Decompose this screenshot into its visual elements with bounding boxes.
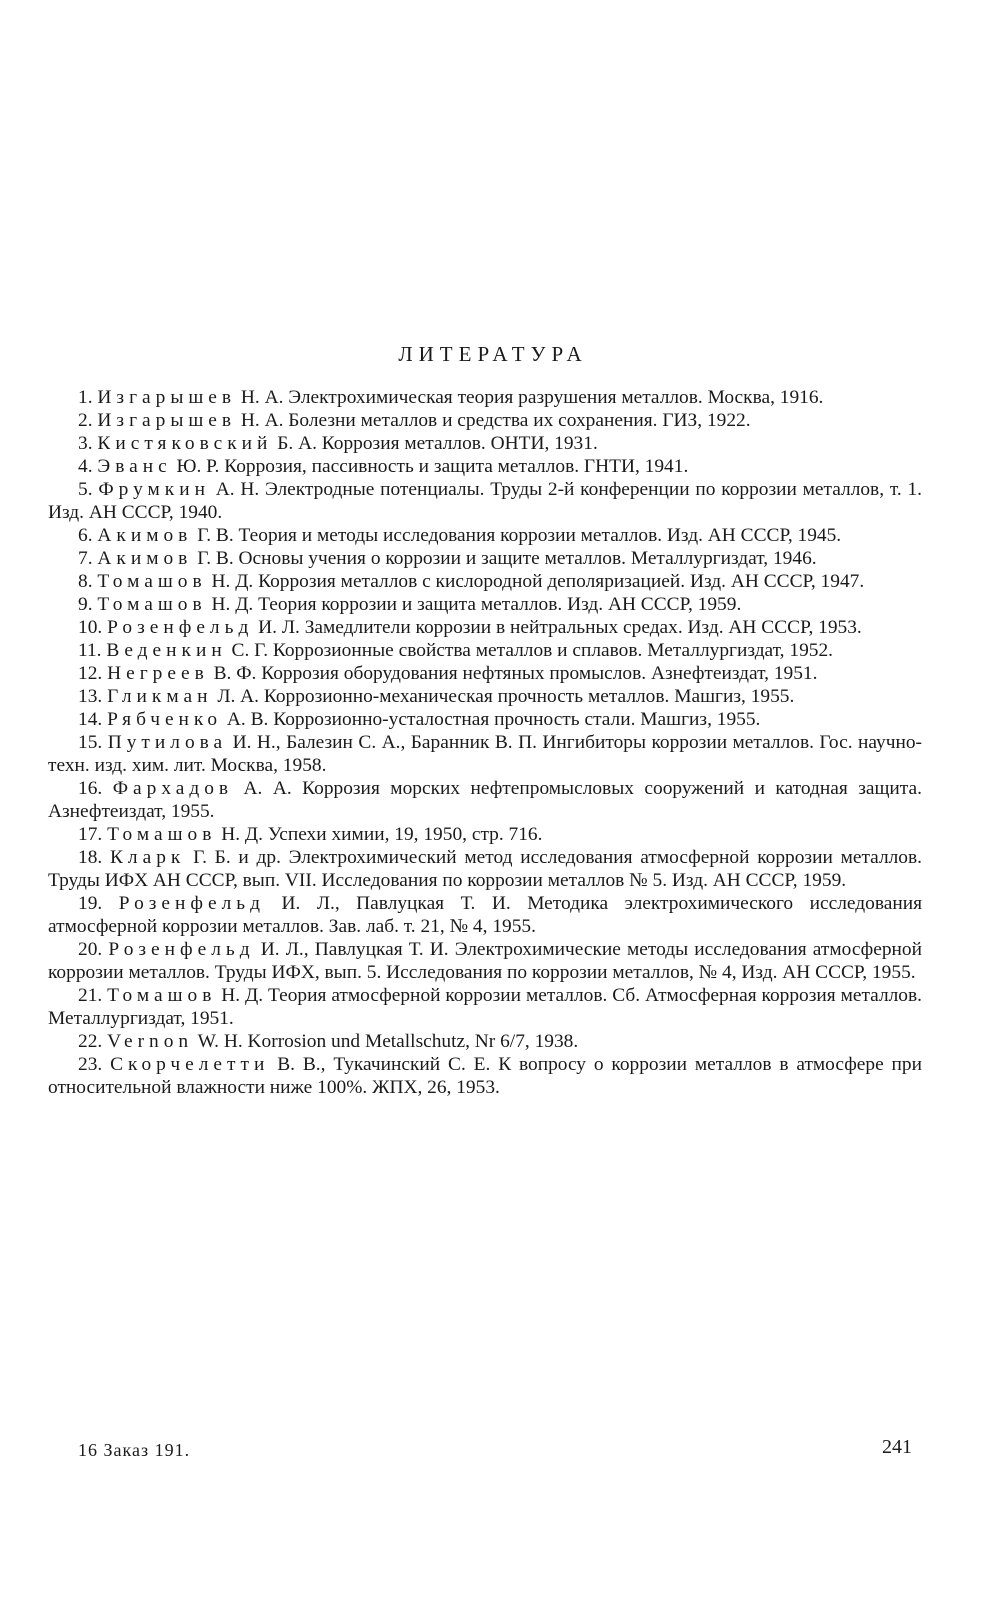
reference-item	[48, 1030, 922, 1053]
reference-item	[48, 409, 922, 432]
reference-number: 5.	[78, 479, 93, 500]
reference-number: 7.	[78, 548, 93, 569]
page-title: ЛИТЕРАТУРА	[398, 342, 588, 366]
reference-item	[48, 524, 922, 547]
reference-number: 14.	[78, 709, 103, 730]
reference-number: 23.	[78, 1054, 103, 1075]
reference-number: 11.	[78, 640, 102, 661]
reference-text: А. Н. Электродные потенциалы. Труды 2-й конференции по коррозии металлов, т. 1. Изд. АН СССР, 1940.	[48, 479, 922, 523]
reference-author: Акимов	[97, 525, 193, 546]
reference-author: Веденкин	[106, 640, 227, 661]
reference-author: Путилова	[107, 732, 228, 753]
reference-author: Фархадов	[112, 778, 234, 799]
reference-item	[48, 593, 922, 616]
printer-signature: 16 Заказ 191.	[78, 1440, 191, 1460]
reference-text: Л. А. Коррозионно-механическая прочность металлов. Машгиз, 1955.	[212, 686, 795, 707]
reference-number: 18.	[78, 847, 103, 868]
reference-author: Скорчелетти	[110, 1054, 270, 1075]
reference-text: Г. В. Основы учения о коррозии и защите металлов. Металлургиздат, 1946.	[192, 548, 817, 569]
reference-text: А. В. Коррозионно-усталостная прочность стали. Машгиз, 1955.	[222, 709, 761, 730]
reference-author: Эванс	[97, 456, 172, 477]
reference-number: 9.	[78, 594, 93, 615]
reference-text: Ю. Р. Коррозия, пассивность и защита металлов. ГНТИ, 1941.	[171, 456, 689, 477]
reference-number: 8.	[78, 571, 93, 592]
reference-text: С. Г. Коррозионные свойства металлов и сплавов. Металлургиздат, 1952.	[226, 640, 833, 661]
reference-author: Акимов	[97, 548, 193, 569]
reference-item	[48, 984, 922, 1030]
reference-text: И. Н., Балезин С. А., Баранник В. П. Ингибиторы коррозии металлов. Гос. научно-техн. изд. хим. лит. Москва, 1958.	[48, 732, 922, 776]
reference-item	[48, 1053, 922, 1099]
reference-item	[48, 478, 922, 524]
reference-author: Кистяковский	[97, 433, 273, 454]
reference-item	[48, 708, 922, 731]
reference-author: Розенфельд	[108, 939, 255, 960]
reference-text: В. Ф. Коррозия оборудования нефтяных промыслов. Азнефтеиздат, 1951.	[208, 663, 818, 684]
reference-text: Н. Д. Успехи химии, 19, 1950, стр. 716.	[216, 824, 543, 845]
reference-author: Розенфельд	[107, 617, 254, 638]
reference-number: 10.	[78, 617, 103, 638]
reference-author: Томашов	[107, 985, 217, 1006]
reference-author: Томашов	[107, 824, 217, 845]
reference-item	[48, 823, 922, 846]
reference-text: Н. Д. Коррозия металлов с кислородной деполяризацией. Изд. АН СССР, 1947.	[206, 571, 865, 592]
reference-item	[48, 685, 922, 708]
reference-number: 20.	[78, 939, 103, 960]
reference-item	[48, 662, 922, 685]
reference-author: Фрумкин	[98, 479, 210, 500]
reference-author: Рябченко	[107, 709, 223, 730]
reference-author: Негреев	[107, 663, 209, 684]
reference-item	[48, 731, 922, 777]
reference-item	[48, 777, 922, 823]
reference-text: Н. А. Электрохимическая теория разрушения металлов. Москва, 1916.	[236, 387, 824, 408]
reference-number: 21.	[78, 985, 103, 1006]
reference-text: W. H. Korrosion und Metallschutz, Nr 6/7, 1938.	[193, 1031, 579, 1052]
reference-number: 1.	[78, 387, 93, 408]
reference-text: И. Л. Замедлители коррозии в нейтральных средах. Изд. АН СССР, 1953.	[253, 617, 862, 638]
reference-author: Изгарышев	[97, 410, 237, 431]
reference-item	[48, 846, 922, 892]
page-number: 241	[882, 1436, 912, 1458]
reference-text: Б. А. Коррозия металлов. ОНТИ, 1931.	[272, 433, 598, 454]
reference-author: Кларк	[110, 847, 186, 868]
reference-text: В. В., Тукачинский С. Е. К вопросу о коррозии металлов в атмосфере при относительной влажности ниже 100%. ЖПХ, 26, 1953.	[48, 1054, 922, 1098]
reference-number: 6.	[78, 525, 93, 546]
reference-text: Н. А. Болезни металлов и средства их сохранения. ГИЗ, 1922.	[236, 410, 751, 431]
reference-text: Г. Б. и др. Электрохимический метод исследования атмосферной коррозии металлов. Труды ИФХ АН СССР, вып. VII. Исследования по коррозии металлов № 5. Изд. АН СССР, 1959.	[48, 847, 922, 891]
reference-author: Гликман	[107, 686, 213, 707]
reference-text: И. Л., Павлуцкая Т. И. Методика электрохимического исследования атмосферной коррозии металлов. Зав. лаб. т. 21, № 4, 1955.	[48, 893, 922, 937]
reference-item	[48, 455, 922, 478]
reference-number: 12.	[78, 663, 103, 684]
reference-item	[48, 616, 922, 639]
reference-author: Изгарышев	[97, 387, 237, 408]
reference-author: Vernon	[107, 1031, 194, 1052]
reference-item	[48, 892, 922, 938]
reference-item	[48, 432, 922, 455]
reference-text: Н. Д. Теория коррозии и защита металлов. Изд. АН СССР, 1959.	[206, 594, 742, 615]
reference-item	[48, 570, 922, 593]
reference-item	[48, 547, 922, 570]
reference-text: Н. Д. Теория атмосферной коррозии металлов. Сб. Атмосферная коррозия металлов. Металлургиздат, 1951.	[48, 985, 922, 1029]
reference-author: Розенфельд	[118, 893, 265, 914]
reference-list	[48, 386, 922, 1099]
reference-number: 22.	[78, 1031, 103, 1052]
reference-item	[48, 938, 922, 984]
reference-number: 19.	[78, 893, 103, 914]
reference-item	[48, 386, 922, 409]
reference-number: 15.	[78, 732, 103, 753]
reference-text: А. А. Коррозия морских нефтепромысловых сооружений и катодная защита. Азнефтеиздат, 1955.	[48, 778, 922, 822]
reference-number: 16.	[78, 778, 103, 799]
reference-number: 4.	[78, 456, 93, 477]
reference-number: 13.	[78, 686, 103, 707]
reference-author: Томашов	[97, 571, 207, 592]
reference-text: И. Л., Павлуцкая Т. И. Электрохимические методы исследования атмосферной коррозии металлов. Труды ИФХ, вып. 5. Исследования по коррозии металлов, № 4, Изд. АН СССР, 1955.	[48, 939, 922, 983]
reference-number: 3.	[78, 433, 93, 454]
reference-text: Г. В. Теория и методы исследования коррозии металлов. Изд. АН СССР, 1945.	[192, 525, 842, 546]
reference-author: Томашов	[97, 594, 207, 615]
reference-number: 2.	[78, 410, 93, 431]
reference-number: 17.	[78, 824, 103, 845]
reference-item	[48, 639, 922, 662]
